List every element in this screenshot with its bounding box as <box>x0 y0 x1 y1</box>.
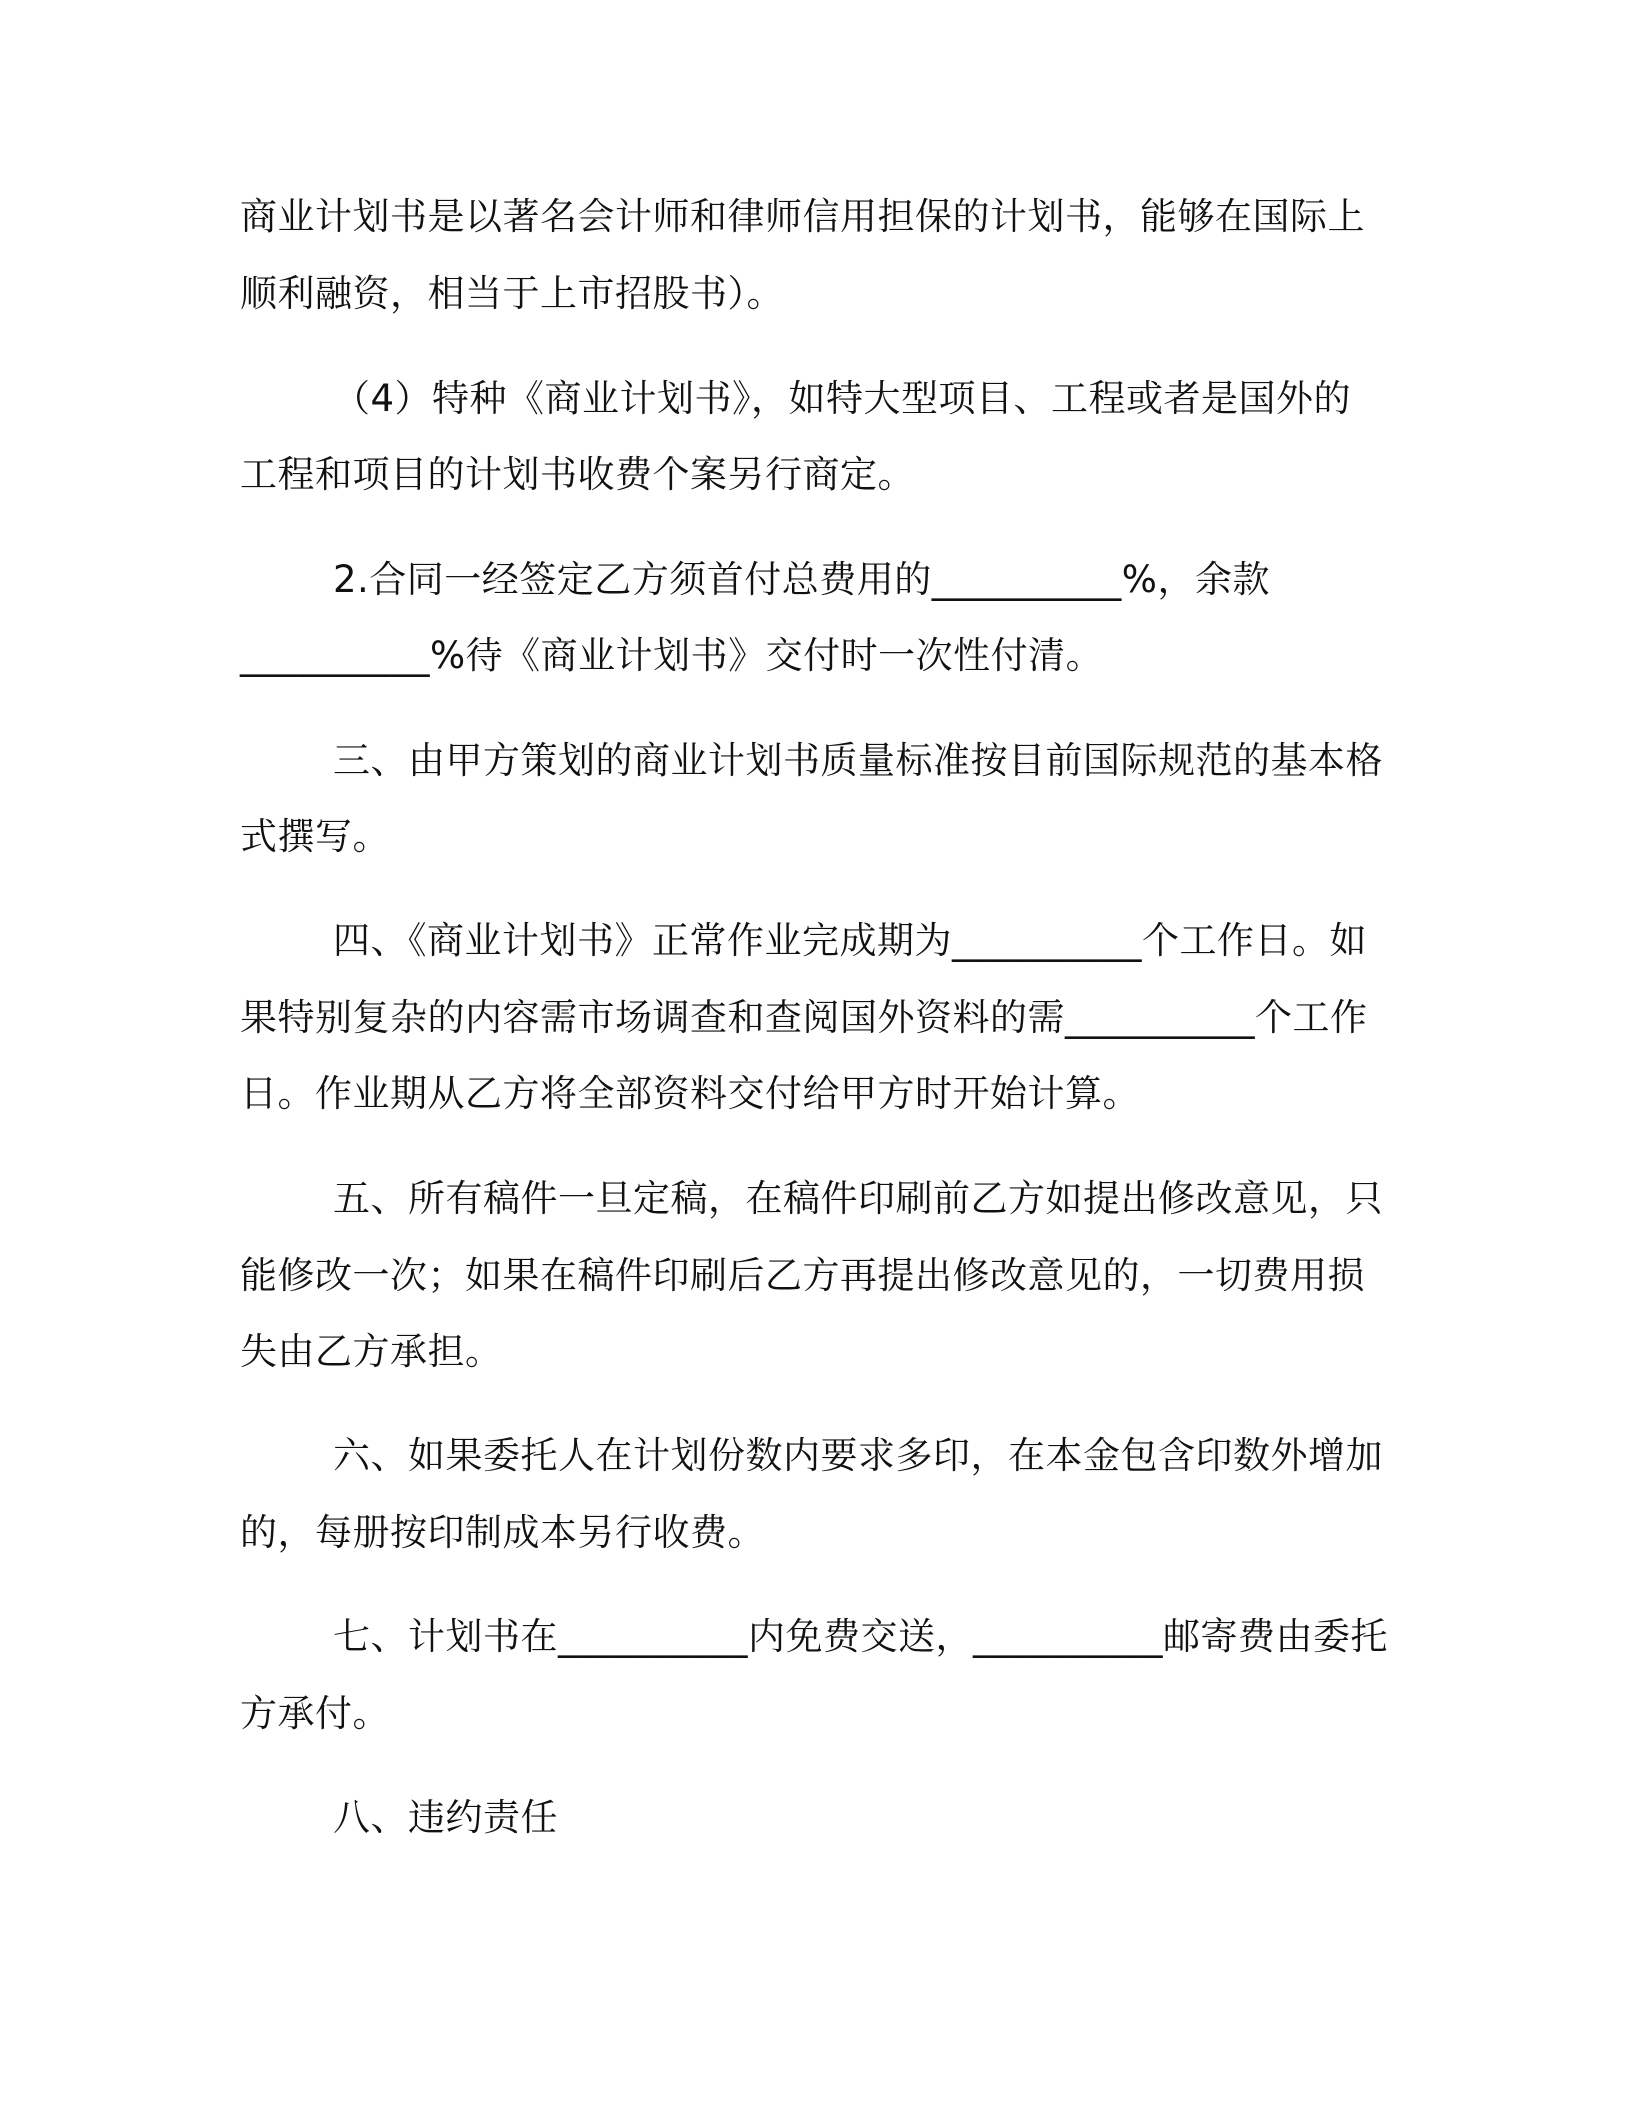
text-line: 式撰写。 <box>240 815 390 858</box>
text-line: 顺利融资，相当于上市招股书）。 <box>240 272 784 315</box>
text-line: 三、由甲方策划的商业计划书质量标准按目前国际规范的基本格 <box>333 739 1383 782</box>
text-line: __________%待《商业计划书》交付时一次性付清。 <box>240 634 1104 677</box>
text-line: （4）特种《商业计划书》，如特大型项目、工程或者是国外的 <box>333 377 1352 420</box>
text-line: 的，每册按印制成本另行收费。 <box>240 1511 765 1554</box>
text-line: 日。作业期从乙方将全部资料交付给甲方时开始计算。 <box>240 1072 1140 1115</box>
text-line: 四、《商业计划书》正常作业完成期为__________个工作日。如 <box>333 919 1367 962</box>
text-line: 失由乙方承担。 <box>240 1330 503 1373</box>
text-line: 方承付。 <box>240 1692 390 1735</box>
text-line: 六、如果委托人在计划份数内要求多印，在本金包含印数外增加 <box>333 1434 1383 1477</box>
text-line: 七、计划书在__________内免费交送，__________邮寄费由委托 <box>333 1615 1388 1658</box>
text-line: 五、所有稿件一旦定稿，在稿件印刷前乙方如提出修改意见，只 <box>333 1177 1383 1220</box>
text-line: 工程和项目的计划书收费个案另行商定。 <box>240 453 915 496</box>
section-heading: 八、违约责任 <box>333 1796 558 1839</box>
text-line: 商业计划书是以著名会计师和律师信用担保的计划书，能够在国际上 <box>240 195 1365 238</box>
text-line: 2.合同一经签定乙方须首付总费用的__________%，余款 <box>333 558 1270 601</box>
text-line: 能修改一次；如果在稿件印刷后乙方再提出修改意见的，一切费用损 <box>240 1254 1365 1297</box>
text-line: 果特别复杂的内容需市场调查和查阅国外资料的需__________个工作 <box>240 996 1368 1039</box>
